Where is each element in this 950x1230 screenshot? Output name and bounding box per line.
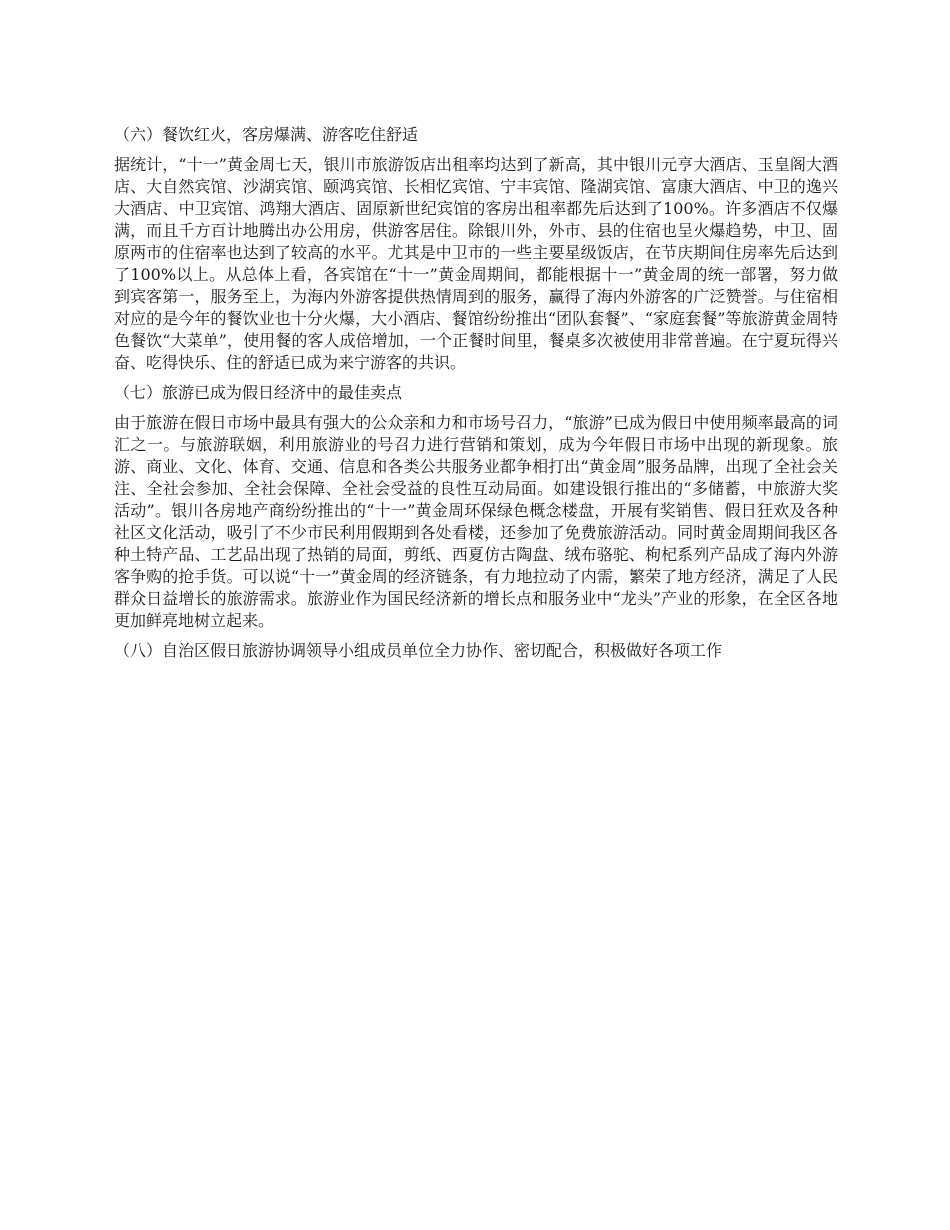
section-heading-8: （八）自治区假日旅游协调领导小组成员单位全力协作、密切配合，积极做好各项工作 xyxy=(114,641,723,660)
section-heading-7: （七）旅游已成为假日经济中的最佳卖点 xyxy=(114,383,403,402)
section-body-6: 据统计，“十一”黄金周七天，银川市旅游饭店出租率均达到了新高，其中银川元亨大酒店、玉皇阁大酒店、大自然宾馆、沙湖宾馆、颐鸿宾馆、长相忆宾馆、宁丰宾馆、隆湖宾馆、富康大酒店、中卫的逸兴大酒店、中卫宾馆、鸿翔大酒店、固原新世纪宾馆的客房出租率都先后达到了100%。许多酒店不仅爆满，而且千方百计地腾出办公用房，供游客居住。除银川外，外市、县的住宿也呈火爆趋势，中卫、固原两市的住宿率也达到了较高的水平。尤其是中卫市的一些主要星级饭店，在节庆期间住房率先后达到了100%以上。从总体上看，各宾馆在“十一”黄金周期间，都能根据十一”黄金周的统一部署，努力做到宾客第一，服务至上，为海内外游客提供热情周到的服务，赢得了海内外游客的广泛赞誉。与住宿相对应的是今年的餐饮业也十分火爆，大小酒店、餐馆纷纷推出“团队套餐”、“家庭套餐”等旅游黄金周特色餐饮“大菜单”，使用餐的客人成倍增加，一个正餐时间里，餐桌多次被使用非常普遍。在宁夏玩得兴奋、吃得快乐、住的舒适已成为来宁游客的共识。 xyxy=(114,155,838,372)
section-body-7: 由于旅游在假日市场中最具有强大的公众亲和力和市场号召力，“旅游”已成为假日中使用频率最高的词汇之一。与旅游联姻，利用旅游业的号召力进行营销和策划，成为今年假日市场中出现的新现象。旅游、商业、文化、体育、交通、信息和各类公共服务业都争相打出“黄金周”服务品牌，出现了全社会关注、全社会参加、全社会保障、全社会受益的良性互动局面。如建设银行推出的“多储蓄，中旅游大奖活动”。银川各房地产商纷纷推出的“十一”黄金周环保绿色概念楼盘，开展有奖销售、假日狂欢及各种社区文化活动，吸引了不少市民利用假期到各处看楼，还参加了免费旅游活动。同时黄金周期间我区各种土特产品、工艺品出现了热销的局面，剪纸、西夏仿古陶盘、绒布骆驼、枸杞系列产品成了海内外游客争购的抢手货。可以说“十一”黄金周的经济链条，有力地拉动了内需，繁荣了地方经济，满足了人民群众日益增长的旅游需求。旅游业作为国民经济新的增长点和服务业中“龙头”产业的形象，在全区各地更加鲜亮地树立起来。 xyxy=(114,413,838,630)
section-heading-6: （六）餐饮红火，客房爆满、游客吃住舒适 xyxy=(114,125,419,144)
document-page xyxy=(114,124,838,670)
